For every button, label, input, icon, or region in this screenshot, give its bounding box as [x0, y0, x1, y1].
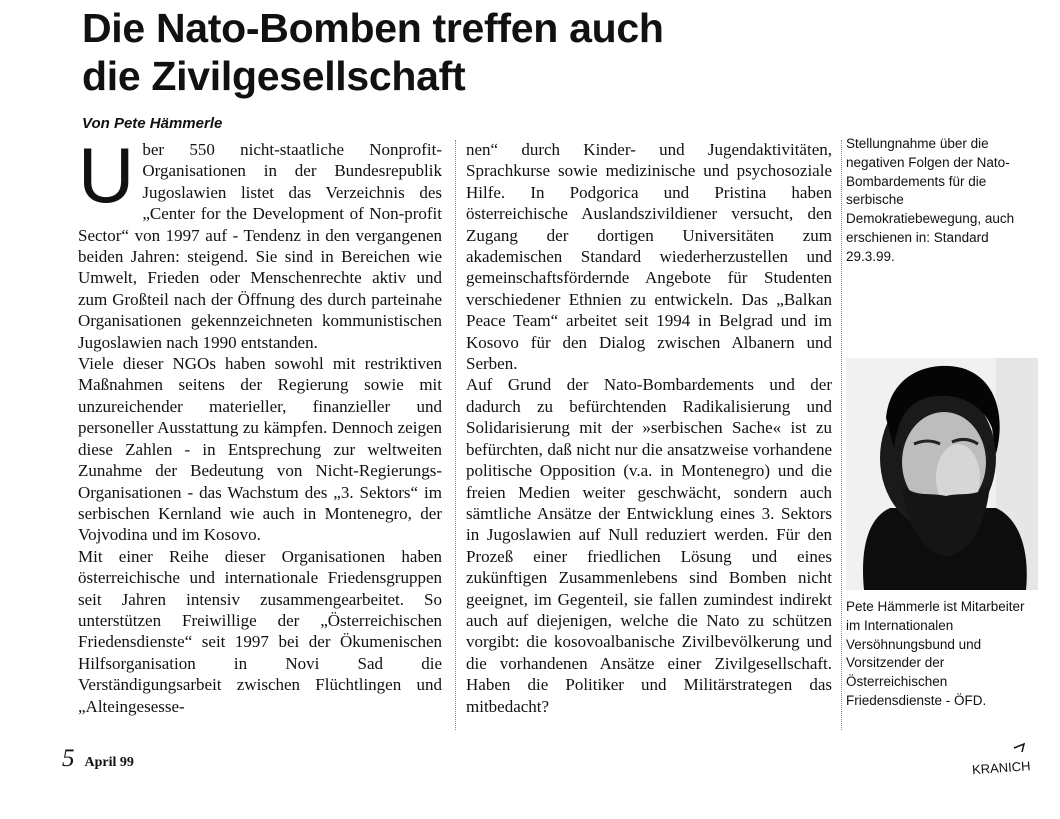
byline: Von Pete Hämmerle — [82, 115, 223, 132]
sidebar-note: Stellungnahme über die negativen Folgen der Nato-Bombardements für die serbische Demokratiebewegung, auch erschienen in: Standard 29.3.99. — [846, 136, 1015, 264]
author-photo — [846, 358, 1038, 590]
kranich-logo — [970, 740, 1045, 780]
title-line-2: die Zivilgesellschaft — [82, 53, 466, 99]
sidebar-divider — [841, 140, 842, 730]
paragraph-1: ber 550 nicht-staatliche Nonprofit-Organisationen in der Bundesrepublik Jugoslawien listet das Verzeichnis des „Center for the Development of Non-profit Sector“ von 1997 auf - Tendenz in den vergangenen beiden Jahren: steigend. Sie sind in Bereichen wie Umwelt, Frieden oder Menschenrechte aktiv und zum Großteil nach der Öffnung des durch parteinahe Organisationen gekennzeichneten kommunistischen Jugoslawien nach 1990 entstanden. — [78, 140, 442, 352]
svg-text:KRANICH: KRANICH — [971, 758, 1031, 778]
article-title — [82, 4, 802, 100]
paragraph-5: Auf Grund der Nato-Bombardements und der dadurch zu befürchtenden Radikalisierung und Solidarisierung mit der »serbischen Sache« ist zu befürchten, daß nicht nur die ansatzweise vorhandene politische Opposition (v.a. in Montenegro) und die freien Medien weiter geschwächt, sondern auch sämtliche Ansätze der Entwicklung eines 3. Sektors in Jugoslawien auf Null reduziert werden. Für den Prozeß einer friedlichen Lösung und eines zukünftigen Zusammenlebens sind Bomben nicht geeignet, im Gegenteil, sie fallen zumindest indirekt auch auf diejenigen, welche die Nato zu schützen vorgibt: die kosovoalbanische Zivilbevölkerung und die vorhandenen Ansätze einer Zivilgesellschaft. Haben die Politiker und Militärstrategen das mitbedacht? — [466, 375, 832, 716]
title-line-1: Die Nato-Bomben treffen auch — [82, 5, 664, 51]
photo-caption: Pete Hämmerle ist Mitarbeiter im Internationalen Versöhnungsbund und Vorsitzender der Österreichischen Friedensdienste - ÖFD. — [846, 599, 1025, 708]
paragraph-2: Viele dieser NGOs haben sowohl mit restriktiven Maßnahmen seitens der Regierung sowie mit unzureichender materieller, finanzieller und personeller Ausstattung zu kämpfen. Dennoch zeigen diese Zahlen - in Entsprechung zur weltweiten Zunahme der Bedeutung von Nicht-Regierungs-Organisationen - das Wachstum des „3. Sektors“ im serbischen Kernland wie auch in Montenegro, der Vojvodina und im Kosovo. — [78, 354, 442, 545]
paragraph-3: Mit einer Reihe dieser Organisationen haben österreichische und internationale Friedensgruppen seit Jahren intensiv zusammengearbeitet. So unterstützen Freiwillige der „Österreichischen Friedensdienste“ seit 1997 bei der Ökumenischen Hilfsorganisation in Novi Sad die Verständigungsarbeit zwischen Flüchtlingen und „Alteingesesse- — [78, 546, 442, 716]
paragraph-4: nen“ durch Kinder- und Jugendaktivitäten, Sprachkurse sowie medizinische und psychosoziale Hilfe. In Podgorica und Pristina haben österreichische Auslandszivildiener versucht, den Zugang der dortigen Universitäten zum akademischen Standard wiederherzustellen und gemeinschaftsfördernde Angebote für Studenten verschiedener Ethnien zu entwickeln. Das „Balkan Peace Team“ arbeitet seit 1994 in Belgrad und im Kosovo für den Dialog zwischen Albanern und Serben. — [466, 140, 832, 374]
page-footer — [62, 745, 134, 773]
page-number: 5 — [62, 745, 75, 772]
drop-cap: U — [78, 131, 135, 219]
issue-date: April 99 — [84, 755, 134, 770]
column-divider — [455, 140, 456, 730]
article-column-2 — [466, 139, 832, 717]
article-column-1 — [78, 131, 442, 717]
